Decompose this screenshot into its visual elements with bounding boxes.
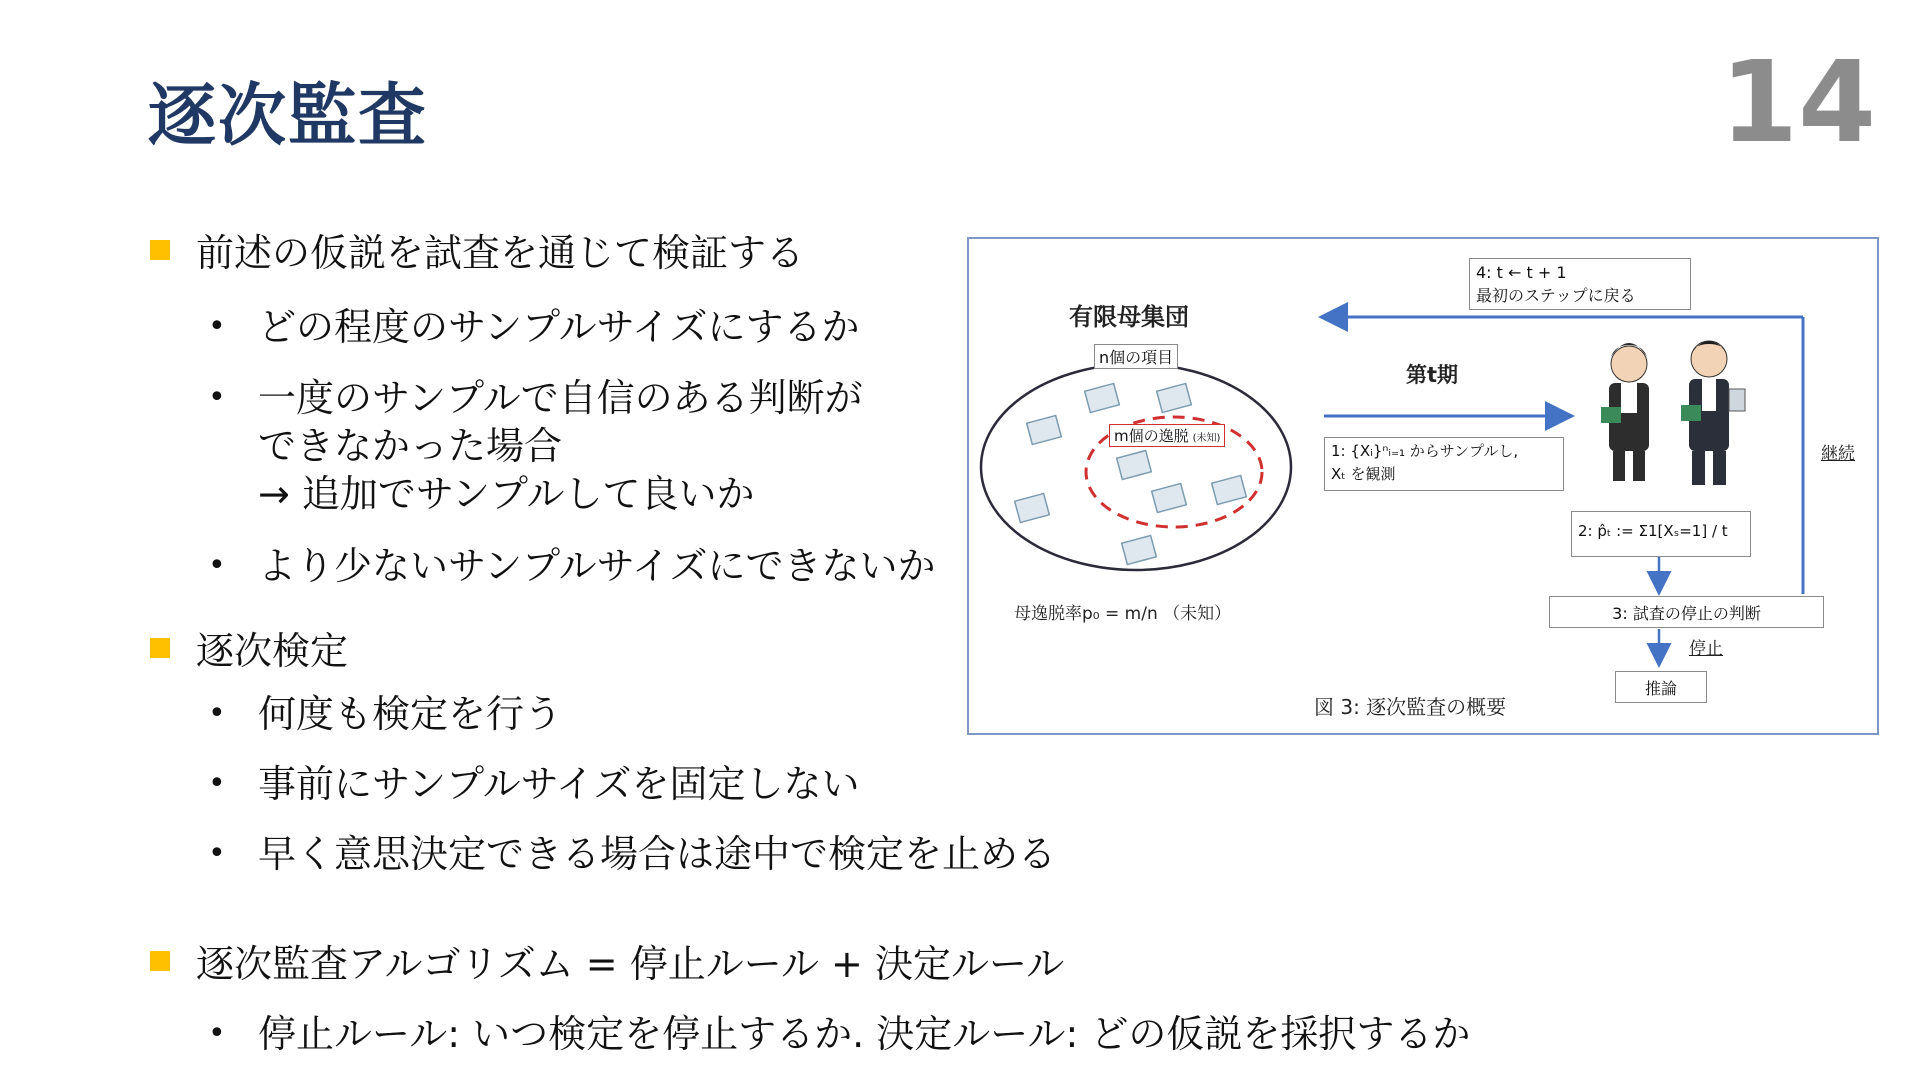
auditor-figure-icon	[1601, 343, 1649, 481]
step1-line1: 1: {Xᵢ}ⁿᵢ₌₁ からサンプルし,	[1331, 442, 1519, 460]
bullet-square-icon	[150, 240, 170, 260]
list-item-text: 停止ルール: いつ検定を停止するか. 決定ルール: どの仮説を採択するか	[258, 1012, 1471, 1056]
bullet-dot-icon: •	[208, 309, 226, 344]
bullet-square-icon	[150, 951, 170, 971]
bullet-dot-icon: •	[208, 380, 226, 415]
bullet-dot-icon: •	[208, 696, 226, 731]
list-item-text: より少ないサンプルサイズにできないか	[258, 544, 936, 588]
bullet-dot-icon: •	[208, 1016, 226, 1051]
section-2-heading-text: 逐次検定	[196, 629, 349, 673]
sequential-audit-figure	[967, 237, 1879, 735]
auditor-figure-icon	[1681, 341, 1745, 485]
section-3-heading	[150, 933, 1064, 988]
section-1-heading-text: 前述の仮説を試査を通じて検証する	[196, 231, 805, 275]
list-item-text: 一度のサンプルで自信のある判断が	[258, 376, 863, 420]
list-item	[208, 760, 860, 808]
bullet-square-icon	[150, 638, 170, 658]
list-item-text: どの程度のサンプルサイズにするか	[258, 305, 860, 349]
list-item-text: 事前にサンプルサイズを固定しない	[258, 762, 860, 806]
list-item	[208, 303, 860, 351]
list-item-text: 早く意思決定できる場合は途中で検定を止める	[258, 832, 1057, 876]
step2-box: 2: p̂ₜ := Σ1[Xₛ=1] / t	[1571, 511, 1751, 557]
figure-caption: 図 3: 逐次監査の概要	[1314, 695, 1507, 719]
list-item	[208, 830, 1056, 878]
list-item-text: できなかった場合	[258, 424, 563, 468]
list-item	[208, 542, 936, 590]
list-item	[208, 374, 863, 518]
list-item	[208, 1010, 1470, 1058]
section-1-heading	[150, 222, 804, 277]
m-escape-label	[1109, 424, 1225, 447]
population-label: 有限母集団	[1069, 303, 1189, 331]
page-number: 14	[1720, 38, 1876, 168]
n-items-label: n個の項目	[1094, 344, 1178, 369]
step4-line2: 最初のステップに戻る	[1476, 286, 1636, 305]
m-unknown-text: (未知)	[1192, 433, 1221, 444]
document-icons	[1015, 383, 1247, 564]
section-2-heading	[150, 620, 348, 675]
step4-line1: 4: t ← t + 1	[1476, 263, 1567, 282]
list-item-text: 何度も検定を行う	[258, 692, 563, 736]
list-item	[208, 690, 562, 738]
step4-box	[1469, 258, 1691, 310]
bullet-dot-icon: •	[208, 548, 226, 583]
slide-title: 逐次監査	[148, 77, 429, 156]
period-label: 第t期	[1406, 363, 1459, 387]
m-escape-text: m個の逸脱	[1114, 427, 1189, 445]
step1-box	[1324, 437, 1564, 491]
bullet-dot-icon: •	[208, 766, 226, 801]
stop-label: 停止	[1689, 639, 1723, 659]
step1-line2: Xₜ を観測	[1331, 465, 1396, 483]
escape-rate-label: 母逸脱率p₀ = m/n （未知）	[1014, 604, 1232, 624]
bullet-dot-icon: •	[208, 836, 226, 871]
section-3-heading-text: 逐次監査アルゴリズム = 停止ルール + 決定ルール	[196, 942, 1065, 986]
list-item-text: → 追加でサンプルして良いか	[258, 472, 755, 516]
step3-box: 3: 試査の停止の判断	[1549, 596, 1824, 628]
inference-box: 推論	[1615, 671, 1707, 703]
continue-label: 継続	[1821, 444, 1855, 464]
